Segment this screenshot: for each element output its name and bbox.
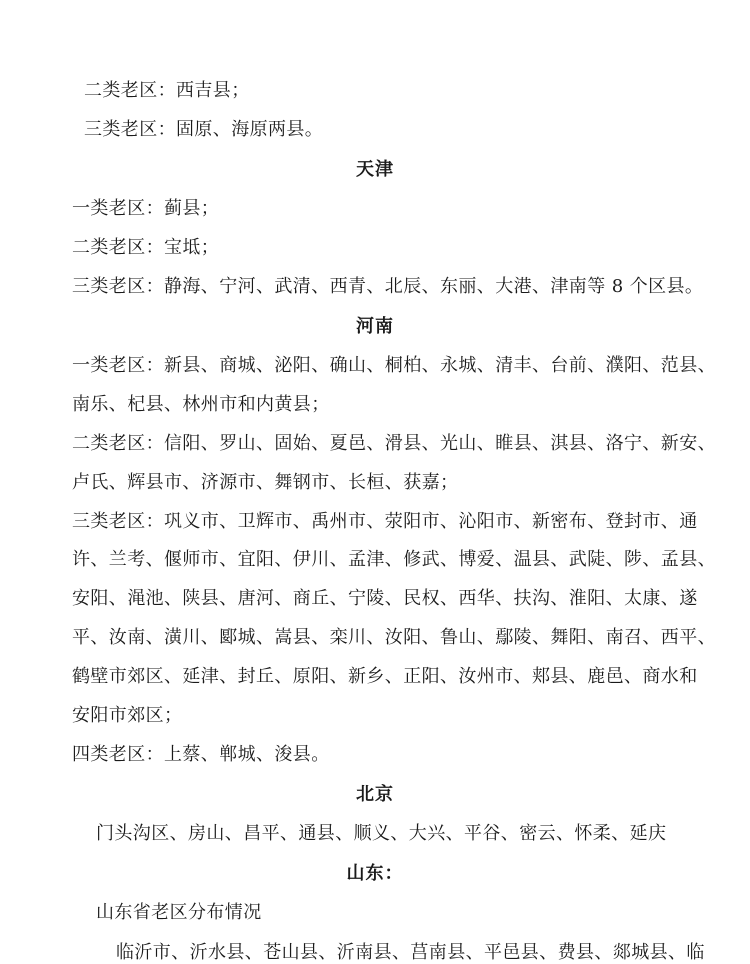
beijing-heading: 北京 bbox=[356, 784, 394, 805]
shandong-heading: 山东： bbox=[346, 863, 404, 884]
henan-line: 许、兰考、偃师市、宜阳、伊川、孟津、修武、博爱、温县、武陡、陟、孟县、 bbox=[72, 549, 716, 570]
henan-line: 南乐、杞县、林州市和内黄县； bbox=[72, 394, 330, 415]
henan-line: 二类老区：信阳、罗山、固始、夏邑、滑县、光山、睢县、淇县、洛宁、新安、 bbox=[72, 433, 716, 454]
tianjin-class1-line: 一类老区：蓟县； bbox=[72, 198, 220, 219]
tianjin-heading: 天津 bbox=[356, 159, 394, 180]
henan-line: 三类老区：巩义市、卫辉市、禹州市、荥阳市、沁阳市、新密布、登封市、通 bbox=[72, 511, 698, 532]
ningxia-class3-line: 三类老区：固原、海原两县。 bbox=[84, 119, 324, 140]
shandong-cutoff-line: 临沂市、沂水县、苍山县、沂南县、莒南县、平邑县、费县、郯城县、临 bbox=[116, 942, 705, 963]
henan-line: 鹤壁市郊区、延津、封丘、原阳、新乡、正阳、汝州市、郏县、鹿邑、商水和 bbox=[72, 666, 698, 687]
shandong-subtitle-line: 山东省老区分布情况 bbox=[96, 902, 262, 923]
tianjin-class3-line: 三类老区：静海、宁河、武清、西青、北辰、东丽、大港、津南等 8 个区县。 bbox=[72, 276, 704, 297]
henan-line: 平、汝南、潢川、郾城、嵩县、栾川、汝阳、鲁山、鄢陵、舞阳、南召、西平、 bbox=[72, 627, 716, 648]
beijing-districts-line: 门头沟区、房山、昌平、通县、顺义、大兴、平谷、密云、怀柔、延庆 bbox=[96, 823, 667, 844]
tianjin-class2-line: 二类老区：宝坻； bbox=[72, 237, 220, 258]
henan-line: 四类老区：上蔡、郸城、浚县。 bbox=[72, 744, 330, 765]
ningxia-class2-line: 二类老区：西吉县； bbox=[84, 80, 250, 101]
henan-line: 一类老区：新县、商城、泌阳、确山、桐柏、永城、清丰、台前、濮阳、范县、 bbox=[72, 355, 716, 376]
henan-line: 安阳、渑池、陕县、唐河、商丘、宁陵、民权、西华、扶沟、淮阳、太康、遂 bbox=[72, 588, 698, 609]
henan-line: 卢氏、辉县市、济源市、舞钢市、长桓、获嘉； bbox=[72, 472, 459, 493]
henan-heading: 河南 bbox=[356, 316, 394, 337]
henan-line: 安阳市郊区； bbox=[72, 705, 183, 726]
